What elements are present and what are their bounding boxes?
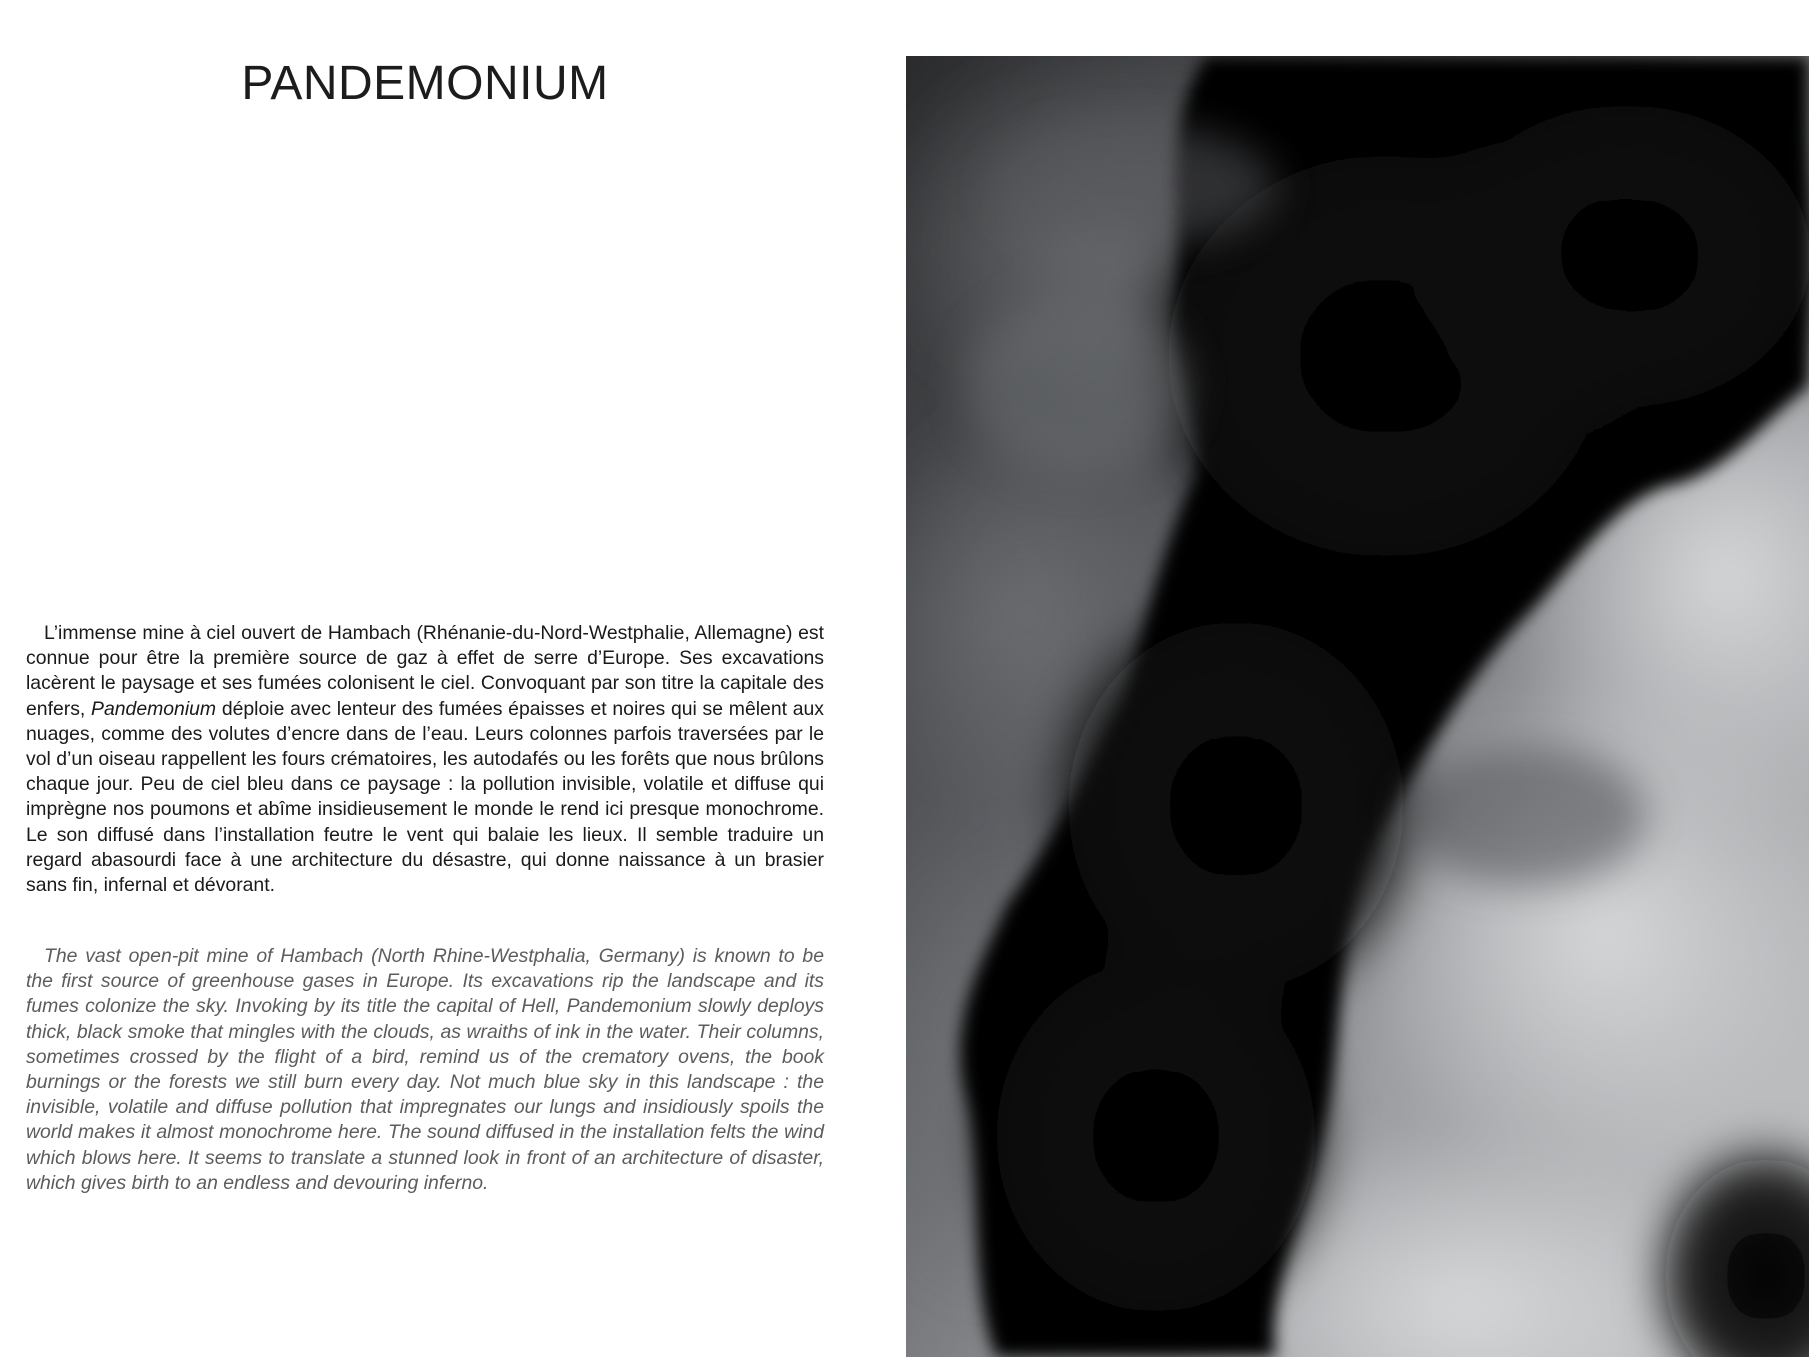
page-title: PANDEMONIUM — [241, 57, 609, 110]
smoke-photograph — [906, 56, 1809, 1357]
english-paragraph: The vast open-pit mine of Hambach (North Rhine-Westphalia, Germany) is known to be the first source of greenhouse gases in Europe. Its excavations rip the landscape and its fumes colonize the sky. Invoking by its title the capital of Hell, Pandemonium slowly deploys thick, black smoke that mingles with the clouds, as wraiths of ink in the water. Their columns, sometimes crossed by the flight of a bird, remind us of the crematory ovens, the book burnings or the forests we still burn every day. Not much blue sky in this landscape : the invisible, volatile and diffuse pollution that impregnates our lungs and insidiously spoils the world makes it almost monochrome here. The sound diffused in the installation felts the wind which blows here. It seems to translate a stunned look in front of an architecture of disaster, which gives birth to an endless and devouring inferno. — [26, 945, 824, 1194]
french-paragraph — [26, 621, 824, 898]
french-text-end: déploie avec lenteur des fumées épaisses et noires qui se mêlent aux nuages, comme des volutes d’encre dans de l’eau. Leurs colonnes parfois traversées par le vol d’un oiseau rappellent les fours crématoires, les autodafés ou les forêts que nous brûlons chaque jour. Peu de ciel bleu dans ce paysage : la pollution invisible, volatile et diffuse qui imprègne nos poumons et abîme insidieusement le monde le rend ici presque monochrome. Le son diffusé dans l’installation feutre le vent qui balaie les lieux. Il semble traduire un regard abasourdi face à une architecture du désastre, qui donne naissance à un brasier sans fin, infernal et dévorant. — [26, 697, 824, 897]
french-text-start: L’immense mine à ciel ouvert de Hambach (Rhénanie-du-Nord-Westphalie, Allemagne) est connue pour être la première source de gaz à effet de serre d’Europe. Ses excavations lacèrent le paysage et ses fumées colonisent le ciel. Convoquant par son titre la capitale des enfers, — [26, 622, 824, 720]
french-italic-title: Pandemonium — [91, 697, 217, 720]
